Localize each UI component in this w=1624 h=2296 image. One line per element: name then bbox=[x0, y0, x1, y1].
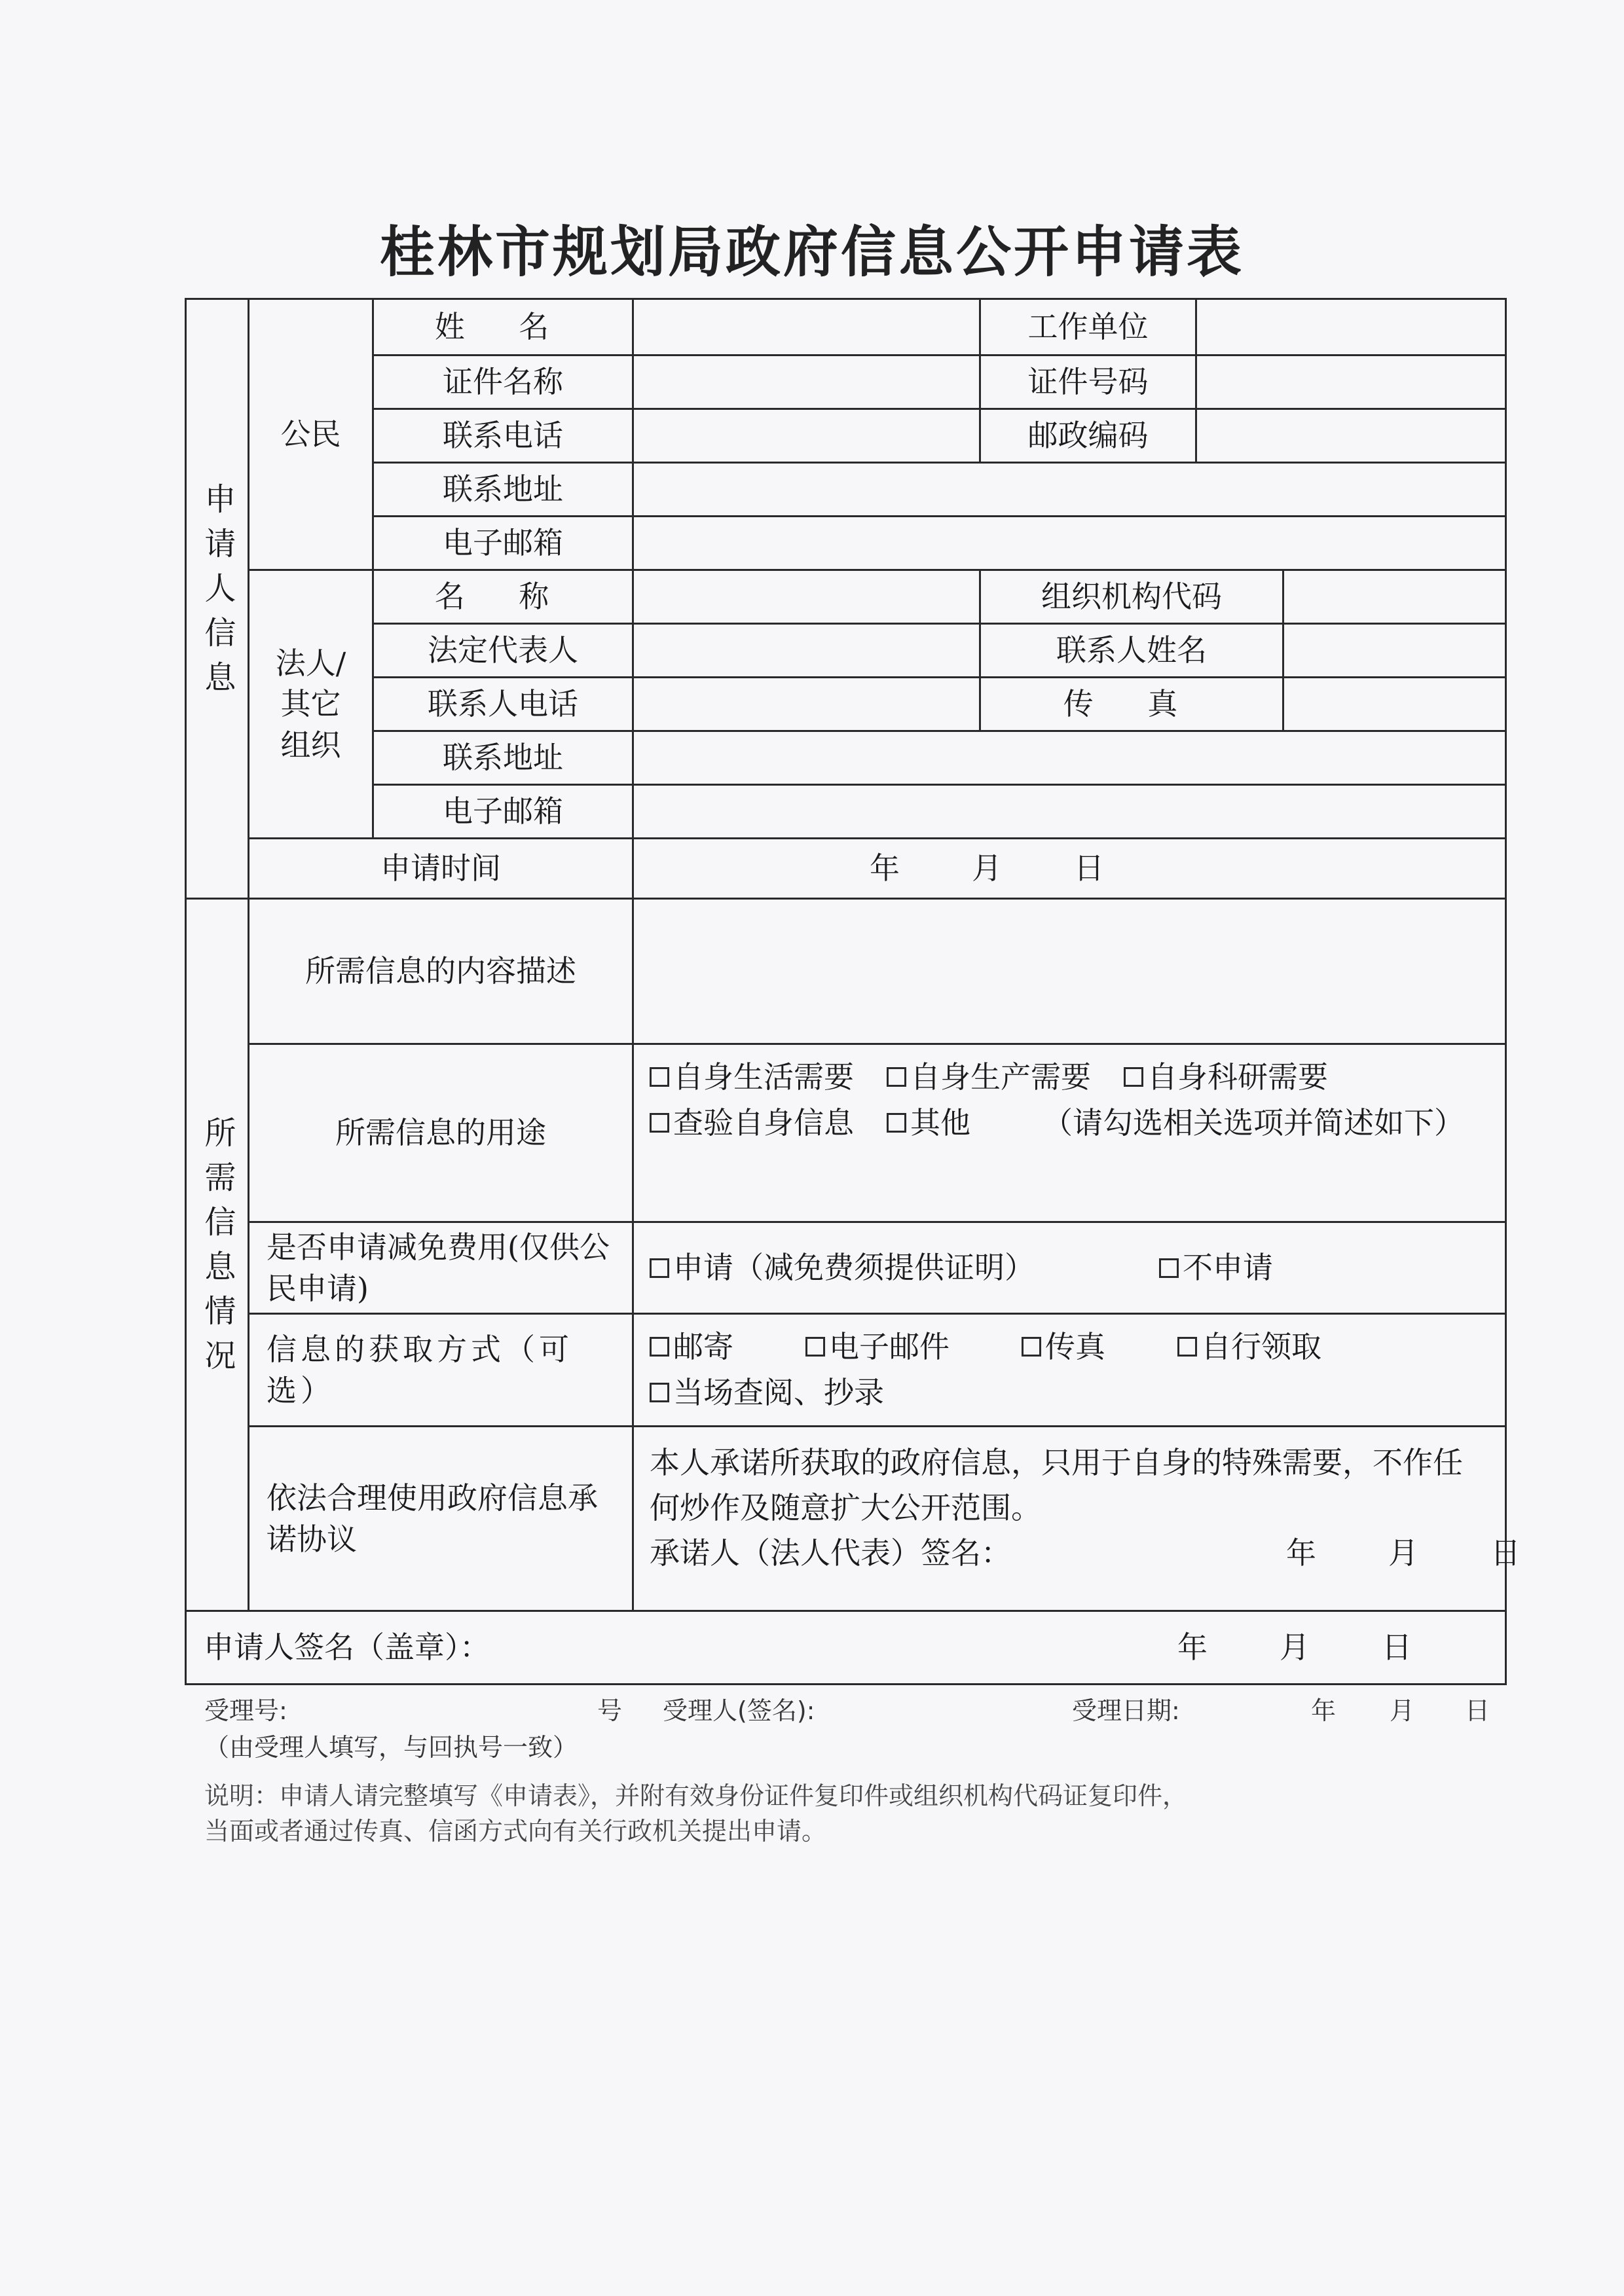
pledge-cell bbox=[633, 1427, 1521, 1611]
purpose-option-life[interactable]: 自身生活需要 bbox=[650, 1057, 854, 1097]
checkbox-icon[interactable] bbox=[887, 1113, 906, 1133]
org-address-field[interactable] bbox=[633, 731, 1506, 785]
method-option-self-pickup[interactable]: 自行领取 bbox=[1177, 1326, 1321, 1367]
org-phone-field[interactable] bbox=[633, 678, 980, 731]
method-option-mail[interactable]: 邮寄 bbox=[650, 1326, 733, 1367]
contact-name-field[interactable] bbox=[1283, 624, 1506, 678]
org-address-label: 联系地址 bbox=[373, 731, 633, 785]
purpose-options bbox=[633, 1044, 1506, 1222]
method-option-onsite[interactable]: 当场查阅、抄录 bbox=[650, 1372, 884, 1413]
receipt-no-label: 受理号: bbox=[204, 1696, 287, 1725]
apply-time-label: 申请时间 bbox=[249, 839, 633, 899]
purpose-option-verify[interactable]: 查验自身信息 bbox=[650, 1102, 854, 1143]
fee-option-not-apply[interactable]: 不申请 bbox=[1159, 1247, 1273, 1288]
id-number-label: 证件号码 bbox=[980, 355, 1196, 409]
citizen-phone-field[interactable] bbox=[633, 409, 980, 463]
fee-option-apply[interactable]: 申请（减免费须提供证明） bbox=[650, 1247, 1035, 1288]
applicant-info-label: 申请人信息 bbox=[186, 299, 249, 899]
org-phone-label: 联系人电话 bbox=[373, 678, 633, 731]
receipt-date-label: 受理日期: bbox=[1072, 1696, 1180, 1725]
info-section-label: 所需信息情况 bbox=[186, 899, 249, 1611]
id-type-field[interactable] bbox=[633, 355, 980, 409]
apply-time-field[interactable]: 年 月 日 bbox=[633, 839, 1506, 899]
method-option-email[interactable]: 电子邮件 bbox=[805, 1326, 950, 1367]
work-unit-label: 工作单位 bbox=[980, 299, 1196, 355]
checkbox-icon[interactable] bbox=[1159, 1258, 1179, 1278]
legal-rep-label: 法定代表人 bbox=[373, 624, 633, 678]
method-options bbox=[633, 1314, 1506, 1427]
receipt-hao: 号 bbox=[597, 1696, 623, 1725]
form-title: 桂林市规划局政府信息公开申请表 bbox=[379, 220, 1244, 284]
receipt-row: 受理号: 号 受理人(签名): 受理日期: 年 月 日 bbox=[204, 1690, 1501, 1723]
fax-label: 传 真 bbox=[980, 678, 1283, 731]
explain-line-2: 当面或者通过传真、信函方式向有关行政机关提出申请。 bbox=[204, 1817, 827, 1846]
purpose-option-other[interactable]: 其他 bbox=[887, 1102, 970, 1143]
org-email-field[interactable] bbox=[633, 785, 1506, 839]
signature-label: 申请人签名（盖章）： bbox=[204, 1630, 490, 1666]
citizen-name-label: 姓 名 bbox=[373, 299, 633, 355]
pledge-signer-line[interactable]: 承诺人（法人代表）签名： 年 月 日 bbox=[650, 1535, 1521, 1571]
applicant-signature-row[interactable]: 申请人签名（盖章）： 年 月 日 bbox=[186, 1611, 1506, 1685]
purpose-label: 所需信息的用途 bbox=[249, 1044, 633, 1222]
org-label: 法人/其它组织 bbox=[249, 570, 373, 839]
citizen-name-field[interactable] bbox=[633, 299, 980, 355]
method-label: 信息的获取方式（可选） bbox=[249, 1314, 633, 1427]
checkbox-icon[interactable] bbox=[1177, 1337, 1197, 1357]
org-email-label: 电子邮箱 bbox=[373, 785, 633, 839]
application-form bbox=[185, 298, 1521, 1685]
org-name-field[interactable] bbox=[633, 570, 980, 624]
fill-note: （由受理人填写，与回执号一致） bbox=[204, 1733, 578, 1762]
purpose-option-research[interactable]: 自身科研需要 bbox=[1124, 1057, 1328, 1097]
work-unit-field[interactable] bbox=[1196, 299, 1506, 355]
purpose-note: （请勾选相关选项并简述如下） bbox=[1043, 1104, 1464, 1140]
checkbox-icon[interactable] bbox=[1022, 1337, 1041, 1357]
checkbox-icon[interactable] bbox=[650, 1383, 669, 1402]
content-desc-label: 所需信息的内容描述 bbox=[249, 899, 633, 1044]
pledge-label: 依法合理使用政府信息承诺协议 bbox=[249, 1427, 633, 1611]
contact-name-label: 联系人姓名 bbox=[980, 624, 1283, 678]
checkbox-icon[interactable] bbox=[650, 1337, 669, 1357]
pledge-text: 本人承诺所获取的政府信息，只用于自身的特殊需要，不作任何炒作及随意扩大公开范围。 bbox=[650, 1445, 1463, 1525]
content-desc-field[interactable] bbox=[633, 899, 1506, 1044]
checkbox-icon[interactable] bbox=[805, 1337, 825, 1357]
receiver-label: 受理人(签名): bbox=[663, 1696, 815, 1725]
checkbox-icon[interactable] bbox=[887, 1067, 906, 1087]
citizen-email-label: 电子邮箱 bbox=[373, 517, 633, 570]
postcode-field[interactable] bbox=[1196, 409, 1506, 463]
explain-line-1: 说明：申请人请完整填写《申请表》，并附有效身份证件复印件或组织机构代码证复印件， bbox=[204, 1781, 1188, 1810]
checkbox-icon[interactable] bbox=[650, 1113, 669, 1133]
citizen-address-field[interactable] bbox=[633, 463, 1506, 517]
fee-options bbox=[633, 1222, 1506, 1314]
citizen-email-field[interactable] bbox=[633, 517, 1506, 570]
org-code-label: 组织机构代码 bbox=[980, 570, 1283, 624]
org-code-field[interactable] bbox=[1283, 570, 1506, 624]
citizen-phone-label: 联系电话 bbox=[373, 409, 633, 463]
org-name-label: 名 称 bbox=[373, 570, 633, 624]
citizen-label: 公民 bbox=[249, 299, 373, 570]
id-type-label: 证件名称 bbox=[373, 355, 633, 409]
method-option-fax[interactable]: 传真 bbox=[1022, 1326, 1105, 1367]
checkbox-icon[interactable] bbox=[650, 1067, 669, 1087]
fee-label: 是否申请减免费用(仅供公民申请) bbox=[249, 1222, 633, 1314]
purpose-option-production[interactable]: 自身生产需要 bbox=[887, 1057, 1091, 1097]
fax-field[interactable] bbox=[1283, 678, 1506, 731]
checkbox-icon[interactable] bbox=[1124, 1067, 1143, 1087]
citizen-address-label: 联系地址 bbox=[373, 463, 633, 517]
checkbox-icon[interactable] bbox=[650, 1258, 669, 1278]
id-number-field[interactable] bbox=[1196, 355, 1506, 409]
postcode-label: 邮政编码 bbox=[980, 409, 1196, 463]
legal-rep-field[interactable] bbox=[633, 624, 980, 678]
